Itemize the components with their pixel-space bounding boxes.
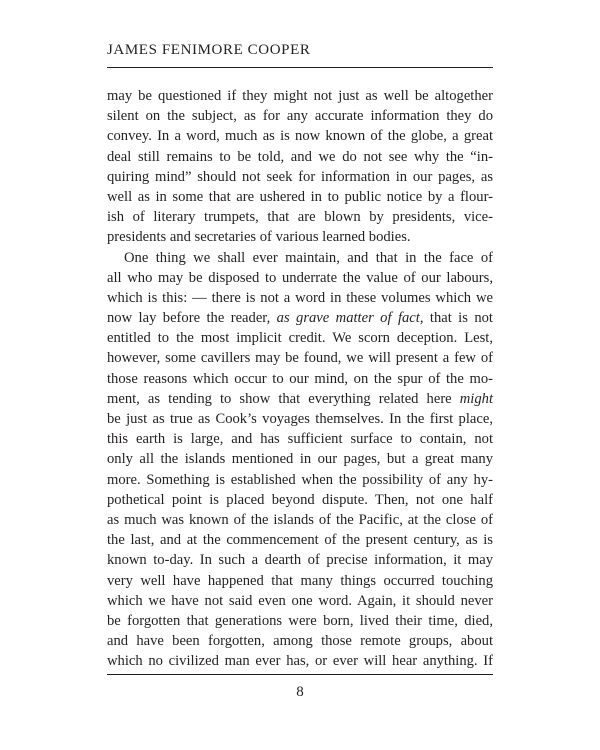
- text-segment: , that is not: [419, 310, 493, 327]
- italic-phrase: as grave matter of fact: [276, 310, 420, 327]
- text-segment: ment, as tending to show that everything related here: [107, 390, 460, 407]
- text-line: be just as true as Cook’s voyages themselves. In the first place,: [107, 411, 493, 427]
- text-line: entitled to the most implicit credit. We scorn deception. Lest,: [107, 330, 493, 347]
- text-line: the last, and at the commencement of the present century, as is: [107, 532, 493, 549]
- text-line: all who may be disposed to underrate the value of our labours,: [107, 269, 493, 286]
- running-head: JAMES FENIMORE COOPER: [107, 42, 311, 58]
- text-line: which we have not said even one word. Again, it should never: [107, 592, 493, 609]
- text-line: this earth is large, and has sufficient surface to contain, not: [107, 431, 493, 448]
- paragraph-start-line: One thing we shall ever maintain, and that in the face of: [124, 249, 493, 266]
- text-line: may be questioned if they might not just as well be altogether: [107, 88, 493, 104]
- body-text: [107, 86, 493, 671]
- text-line: convey. In a word, much as is now known of the globe, a great: [107, 128, 493, 145]
- text-line: which no civilized man ever has, or ever will hear anything. If: [107, 653, 493, 670]
- text-line: very well have happened that many things occurred touching: [107, 572, 493, 589]
- header-rule: [107, 67, 493, 68]
- footer-rule: [107, 674, 493, 675]
- text-line: pothetical point is placed beyond dispute. Then, not one half: [107, 491, 493, 508]
- text-line: [107, 389, 493, 409]
- text-line: ish of literary trumpets, that are blown by presidents, vice-: [107, 209, 493, 226]
- text-line: those reasons which occur to our mind, on the spur of the mo-: [107, 370, 493, 387]
- text-line: well as in some that are ushered in to public notice by a flour-: [107, 188, 493, 205]
- text-segment: now lay before the reader,: [107, 310, 277, 327]
- text-line: and have been forgotten, among those remote groups, about: [107, 633, 493, 650]
- paragraph-end-line: presidents and secretaries of various learned bodies.: [107, 229, 411, 246]
- text-line: silent on the subject, as for any accurate information they do: [107, 108, 493, 125]
- text-line: quiring mind” should not seek for information in our pages, as: [107, 168, 493, 185]
- text-line-with-italic: [107, 308, 493, 328]
- text-line: known to-day. In such a dearth of precise information, it may: [107, 552, 493, 569]
- text-line: however, some cavillers may be found, we will present a few of: [107, 350, 493, 367]
- text-line: be forgotten that generations were born, lived their time, died,: [107, 612, 493, 629]
- text-line: as much was known of the islands of the Pacific, at the close of: [107, 511, 493, 528]
- text-line: which is this: — there is not a word in these volumes which we: [107, 289, 493, 306]
- text-line: more. Something is established when the possibility of any hy-: [107, 471, 493, 488]
- italic-word: might: [459, 390, 493, 407]
- page-number: 8: [296, 684, 304, 700]
- text-line: deal still remains to be told, and we do not see why the “in-: [107, 148, 493, 165]
- text-line: only all the islands mentioned in our pages, but a great many: [107, 451, 493, 468]
